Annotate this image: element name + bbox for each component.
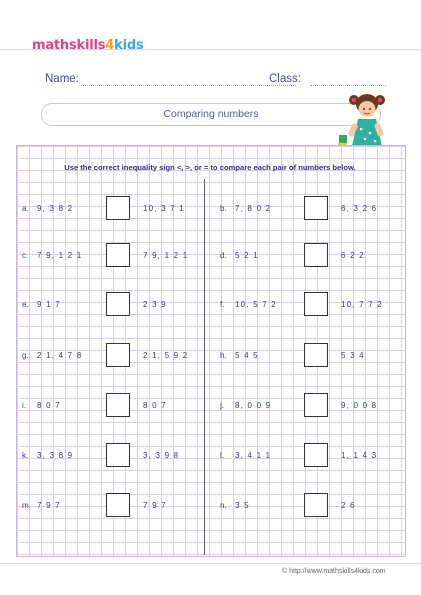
- footer-copyright: © http://www.mathskills4kids.com: [282, 568, 386, 575]
- right-number: 7 9 7: [143, 501, 167, 510]
- left-number: 10, 5 7 2: [235, 300, 277, 309]
- problem-item: [22, 493, 202, 519]
- answer-box[interactable]: [304, 393, 328, 417]
- problem-item: [220, 343, 400, 369]
- right-number: 6 2 2: [341, 251, 365, 260]
- answer-box[interactable]: [304, 196, 328, 220]
- problem-item: [22, 343, 202, 369]
- problem-label: a.: [22, 204, 29, 213]
- problem-item: [22, 292, 202, 318]
- right-number: 8 0 7: [143, 401, 167, 410]
- left-number: 3 5: [235, 501, 250, 510]
- left-number: 7, 8 0 2: [235, 204, 272, 213]
- problem-item: [22, 196, 202, 222]
- left-number: 3, 3 8 9: [37, 451, 74, 460]
- problem-label: n.: [220, 501, 227, 510]
- worksheet-title: Comparing numbers: [41, 103, 381, 126]
- answer-box[interactable]: [106, 243, 130, 267]
- problem-label: d.: [220, 251, 227, 260]
- left-number: 7 9, 1 2 1: [37, 251, 83, 260]
- problem-item: [220, 443, 400, 469]
- right-number: 2 1, 5 9 2: [143, 351, 189, 360]
- right-number: 10, 7 7 2: [341, 300, 383, 309]
- problem-label: m.: [22, 501, 31, 510]
- left-number: 7 9 7: [37, 501, 61, 510]
- problem-label: i.: [22, 401, 26, 410]
- right-number: 10, 3 7 1: [143, 204, 185, 213]
- answer-box[interactable]: [106, 196, 130, 220]
- logo-text: mathskills4kids: [32, 37, 144, 53]
- problem-label: k.: [22, 451, 29, 460]
- right-number: 3, 3 9 8: [143, 451, 180, 460]
- class-label: Class:: [269, 73, 301, 85]
- problem-item: [22, 243, 202, 269]
- left-number: 5 4 5: [235, 351, 259, 360]
- right-number: 7 9, 1 2 1: [143, 251, 189, 260]
- answer-box[interactable]: [304, 443, 328, 467]
- problem-item: [220, 493, 400, 519]
- problem-item: [220, 243, 400, 269]
- problem-label: f.: [220, 300, 225, 309]
- name-class-row: [45, 72, 390, 90]
- name-label: Name:: [45, 73, 79, 85]
- answer-box[interactable]: [304, 243, 328, 267]
- left-number: 9 1 7: [37, 300, 61, 309]
- answer-box[interactable]: [106, 493, 130, 517]
- answer-box[interactable]: [304, 493, 328, 517]
- bottom-rule: [0, 563, 421, 564]
- problem-label: c.: [22, 251, 29, 260]
- problem-item: [220, 292, 400, 318]
- right-number: 5 3 4: [341, 351, 365, 360]
- name-field[interactable]: [81, 85, 296, 86]
- answer-box[interactable]: [304, 343, 328, 367]
- left-number: 5 2 1: [235, 251, 259, 260]
- left-number: 3, 4 1 1: [235, 451, 272, 460]
- problem-label: j.: [220, 401, 224, 410]
- problem-label: b.: [220, 204, 227, 213]
- column-divider: [204, 179, 205, 555]
- problem-item: [220, 393, 400, 419]
- left-number: 8, 0 0 9: [235, 401, 272, 410]
- right-number: 2 6: [341, 501, 356, 510]
- left-number: 8 0 7: [37, 401, 61, 410]
- answer-box[interactable]: [106, 292, 130, 316]
- answer-box[interactable]: [106, 343, 130, 367]
- problem-label: l.: [220, 451, 224, 460]
- problem-item: [22, 393, 202, 419]
- problem-label: g.: [22, 351, 29, 360]
- right-number: 6, 3 2 6: [341, 204, 378, 213]
- instructions: Use the correct inequality sign <, >, or = to compare each pair of numbers below.: [64, 163, 356, 172]
- right-number: 9, 0 0 8: [341, 401, 378, 410]
- class-field[interactable]: [310, 85, 386, 86]
- problem-label: h.: [220, 351, 227, 360]
- right-number: 2 3 9: [143, 300, 167, 309]
- answer-box[interactable]: [304, 292, 328, 316]
- problem-label: e.: [22, 300, 29, 309]
- answer-box[interactable]: [106, 393, 130, 417]
- problem-item: [220, 196, 400, 222]
- answer-box[interactable]: [106, 443, 130, 467]
- left-number: 2 1, 4 7 8: [37, 351, 83, 360]
- right-number: 1, 1 4 3: [341, 451, 378, 460]
- logo: [32, 37, 144, 53]
- left-number: 9, 3 8 2: [37, 204, 74, 213]
- problem-item: [22, 443, 202, 469]
